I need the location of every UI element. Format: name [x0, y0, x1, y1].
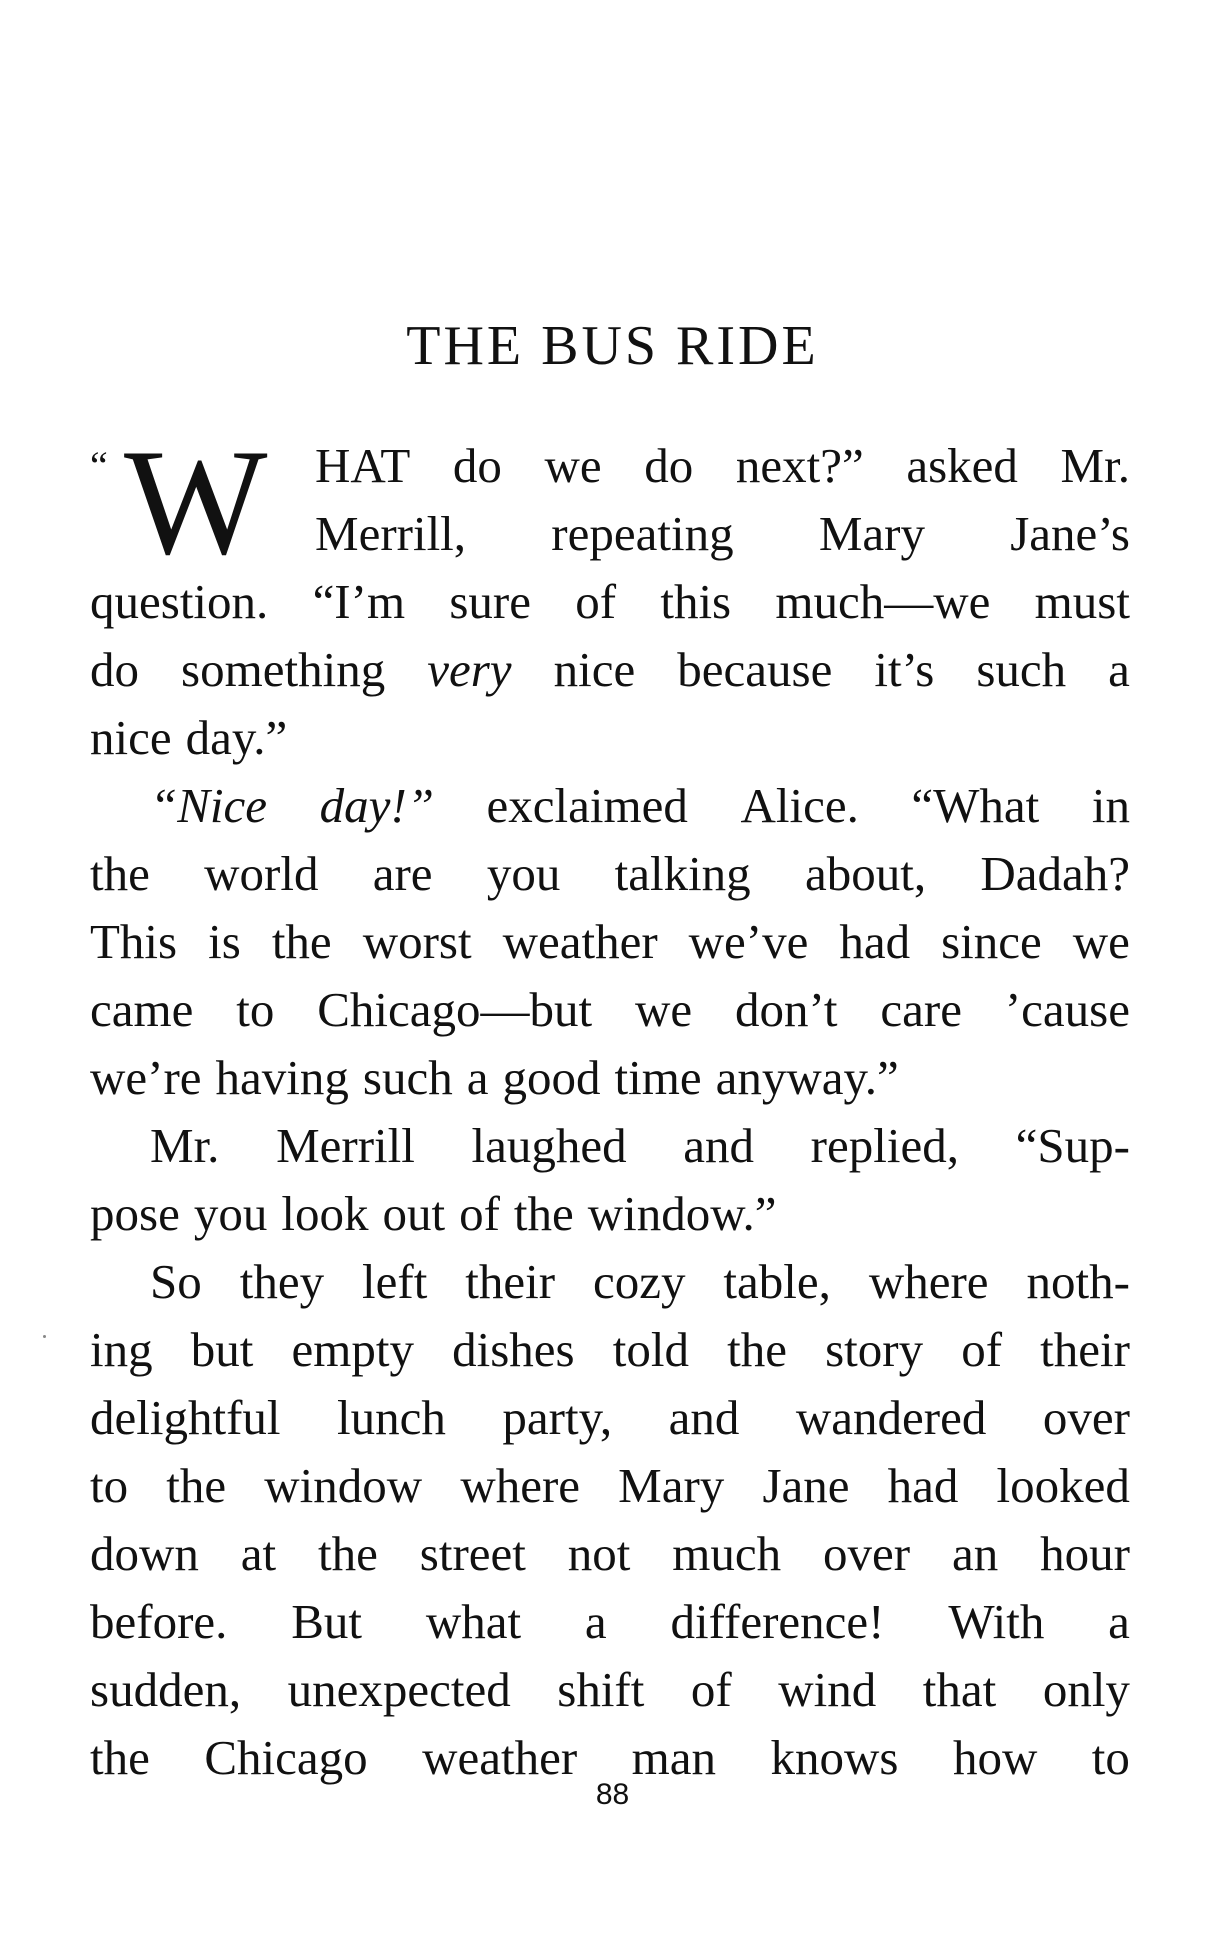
- word: we: [544, 438, 602, 493]
- word: the: [90, 846, 150, 901]
- word: a: [466, 1050, 489, 1105]
- word: is: [208, 914, 241, 969]
- word: dishes: [452, 1322, 575, 1377]
- word: to: [1091, 1730, 1130, 1785]
- word: much—we: [775, 574, 991, 629]
- text-line: [90, 568, 1130, 636]
- word: are: [372, 846, 433, 901]
- word: shift: [557, 1662, 645, 1717]
- word: Dadah?: [980, 846, 1130, 901]
- word: Chicago—but: [317, 982, 593, 1037]
- word: exclaimed: [486, 778, 688, 833]
- word: about,: [804, 846, 927, 901]
- word: don’t: [734, 982, 838, 1037]
- word: and: [668, 1390, 740, 1445]
- word: look: [281, 1186, 369, 1241]
- word: window: [264, 1458, 423, 1513]
- word: day.”: [185, 710, 288, 765]
- word: world: [204, 846, 319, 901]
- text-line: [90, 1044, 1130, 1112]
- word: weather: [422, 1730, 578, 1785]
- text-line: [90, 1316, 1130, 1384]
- word: good: [502, 1050, 601, 1105]
- word: Chicago: [204, 1730, 368, 1785]
- word: the: [166, 1458, 227, 1513]
- word: Mr.: [1060, 438, 1130, 493]
- word: empty: [291, 1322, 414, 1377]
- word: nice: [90, 710, 172, 765]
- word: ’cause: [1004, 982, 1130, 1037]
- word: over: [1042, 1390, 1130, 1445]
- word: before.: [90, 1594, 228, 1649]
- word-space: [349, 1044, 363, 1112]
- word: their: [1040, 1322, 1130, 1377]
- text-line: [90, 1588, 1130, 1656]
- word: ing: [90, 1322, 153, 1377]
- word-space: [488, 1044, 502, 1112]
- word-space: [172, 704, 186, 772]
- word: do: [644, 438, 694, 493]
- word: wandered: [795, 1390, 987, 1445]
- word-space: [445, 1180, 459, 1248]
- word: left: [362, 1254, 428, 1309]
- word: “Sup-: [1015, 1118, 1130, 1173]
- word: “Nice: [150, 778, 268, 833]
- word: Jane: [762, 1458, 850, 1513]
- word: unexpected: [287, 1662, 511, 1717]
- word: Mary: [818, 506, 925, 561]
- word: you: [486, 846, 561, 901]
- word: of: [575, 574, 617, 629]
- word: pose: [90, 1186, 180, 1241]
- text-line: [90, 840, 1130, 908]
- word: do: [452, 438, 502, 493]
- body-text: [90, 432, 1130, 1792]
- word: we’re: [90, 1050, 202, 1105]
- word: laughed: [471, 1118, 627, 1173]
- word: repeating: [551, 506, 734, 561]
- word: party,: [502, 1390, 613, 1445]
- word: worst: [362, 914, 472, 969]
- text-line: [90, 1452, 1130, 1520]
- print-speck: [43, 1335, 46, 1338]
- word: street: [419, 1526, 526, 1581]
- word: talking: [614, 846, 751, 901]
- text-line: [90, 500, 1130, 568]
- word: looked: [996, 1458, 1130, 1513]
- text-line: [90, 1248, 1130, 1316]
- word: nice: [553, 642, 636, 697]
- word: an: [951, 1526, 999, 1581]
- word: next?”: [735, 438, 864, 493]
- word: HAT: [315, 438, 411, 493]
- word: out: [382, 1186, 446, 1241]
- word: you: [193, 1186, 268, 1241]
- word: had: [887, 1458, 959, 1513]
- word: Merrill: [276, 1118, 415, 1173]
- word: of: [961, 1322, 1003, 1377]
- word-space: [180, 1180, 194, 1248]
- word: but: [190, 1322, 254, 1377]
- word: told: [612, 1322, 689, 1377]
- word-space: [574, 1180, 588, 1248]
- word: of: [459, 1186, 500, 1241]
- word: day!”: [319, 778, 434, 833]
- text-line: [90, 1656, 1130, 1724]
- word: So: [150, 1254, 202, 1309]
- word: “I’m: [312, 574, 406, 629]
- word: where: [460, 1458, 581, 1513]
- text-line: [90, 1384, 1130, 1452]
- word: Mr.: [150, 1118, 220, 1173]
- word: “What: [911, 778, 1040, 833]
- word: such: [362, 1050, 453, 1105]
- word-space: [368, 1180, 382, 1248]
- word: This: [90, 914, 178, 969]
- word: Jane’s: [1010, 506, 1130, 561]
- text-line: [90, 908, 1130, 976]
- word-space: [453, 1044, 467, 1112]
- word: Merrill,: [315, 506, 467, 561]
- page-number: 88: [595, 1778, 630, 1811]
- word: they: [239, 1254, 325, 1309]
- text-line: [90, 1112, 1130, 1180]
- word: down: [90, 1526, 199, 1581]
- word: because: [677, 642, 833, 697]
- text-line: [90, 432, 1130, 500]
- word: the: [90, 1730, 150, 1785]
- word: where: [868, 1254, 989, 1309]
- word-space: [202, 1044, 216, 1112]
- word: sudden,: [90, 1662, 242, 1717]
- word: their: [465, 1254, 556, 1309]
- word: knows: [770, 1730, 899, 1785]
- word: story: [825, 1322, 924, 1377]
- word: in: [1091, 778, 1130, 833]
- word: weather: [502, 914, 658, 969]
- word: anyway.”: [715, 1050, 899, 1105]
- word: sure: [449, 574, 531, 629]
- word-space: [600, 1044, 614, 1112]
- text-line: [90, 772, 1130, 840]
- text-line: [90, 636, 1130, 704]
- word-space: [702, 1044, 716, 1112]
- word: such: [976, 642, 1067, 697]
- word: the: [318, 1526, 378, 1581]
- word: since: [941, 914, 1042, 969]
- word: how: [952, 1730, 1038, 1785]
- word: not: [567, 1526, 631, 1581]
- word: it’s: [874, 642, 935, 697]
- word: time: [614, 1050, 702, 1105]
- word: the: [271, 914, 332, 969]
- word: over: [823, 1526, 911, 1581]
- word: delightful: [90, 1390, 281, 1445]
- word: a: [1108, 642, 1130, 697]
- word: this: [660, 574, 732, 629]
- word: do: [90, 642, 139, 697]
- word: replied,: [810, 1118, 959, 1173]
- word: at: [240, 1526, 277, 1581]
- word: having: [215, 1050, 349, 1105]
- word: only: [1042, 1662, 1130, 1717]
- word: With: [948, 1594, 1045, 1649]
- word: the: [513, 1186, 574, 1241]
- word: a: [584, 1594, 607, 1649]
- text-line: [90, 704, 1130, 772]
- word: wind: [778, 1662, 877, 1717]
- word: Alice.: [740, 778, 859, 833]
- word-space: [500, 1180, 514, 1248]
- word: asked: [906, 438, 1018, 493]
- word: question.: [90, 574, 269, 629]
- word: window.”: [587, 1186, 777, 1241]
- word: what: [425, 1594, 522, 1649]
- word-space: [267, 1180, 281, 1248]
- word: care: [880, 982, 962, 1037]
- drop-cap-quote: “: [90, 443, 108, 488]
- text-line: [90, 1180, 1130, 1248]
- word: came: [90, 982, 194, 1037]
- word: of: [690, 1662, 732, 1717]
- word: to: [236, 982, 275, 1037]
- word: cozy: [592, 1254, 686, 1309]
- word: a: [1108, 1594, 1130, 1649]
- word: noth-: [1026, 1254, 1130, 1309]
- word: table,: [723, 1254, 831, 1309]
- word: and: [683, 1118, 755, 1173]
- word: the: [727, 1322, 787, 1377]
- text-line: [90, 976, 1130, 1044]
- word: something: [181, 642, 386, 697]
- chapter-title: THE BUS RIDE: [406, 315, 819, 377]
- word: But: [291, 1594, 363, 1649]
- word: very: [427, 642, 512, 697]
- word: that: [922, 1662, 997, 1717]
- word: we: [634, 982, 693, 1037]
- word: had: [839, 914, 911, 969]
- word: lunch: [337, 1390, 446, 1445]
- drop-cap-letter: W: [124, 418, 268, 586]
- word: we’ve: [688, 914, 809, 969]
- word: difference!: [670, 1594, 885, 1649]
- word: much: [672, 1526, 782, 1581]
- word: to: [90, 1458, 129, 1513]
- word: must: [1034, 574, 1130, 629]
- text-line: [90, 1520, 1130, 1588]
- word: man: [631, 1730, 717, 1785]
- word: hour: [1040, 1526, 1130, 1581]
- word: Mary: [618, 1458, 725, 1513]
- word: we: [1072, 914, 1130, 969]
